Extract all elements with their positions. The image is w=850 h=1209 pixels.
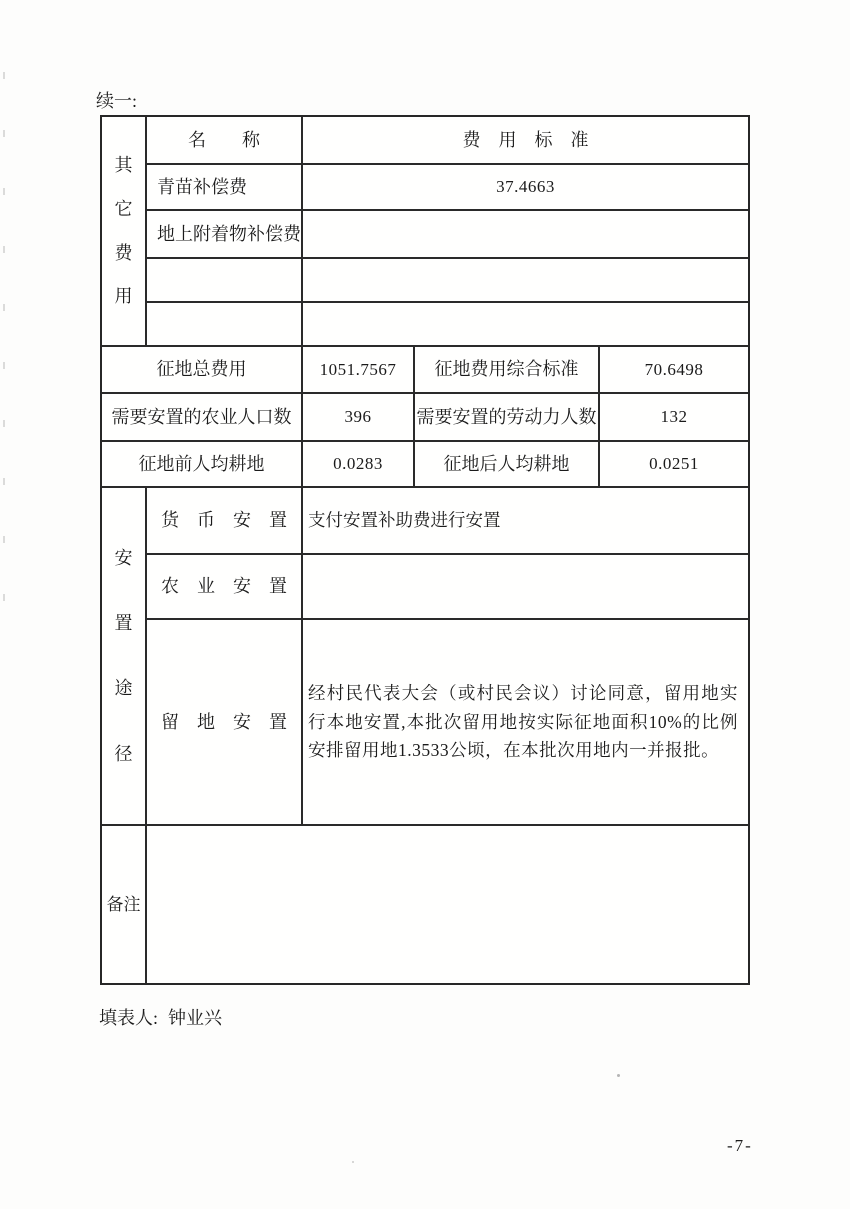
vlabel-char: 其 — [114, 155, 133, 176]
summary-label: 征地费用综合标准 — [415, 347, 600, 394]
remarks-section — [102, 826, 748, 983]
vlabel-char: 途 — [114, 678, 133, 699]
other-fees-vertical-label — [102, 117, 147, 347]
summary-section — [102, 347, 748, 488]
summary-value: 1051.7567 — [303, 347, 415, 394]
summary-label: 征地前人均耕地 — [102, 442, 303, 488]
fee-row-value — [303, 303, 748, 347]
summary-value: 132 — [600, 394, 748, 442]
summary-label: 征地后人均耕地 — [415, 442, 600, 488]
summary-value: 396 — [303, 394, 415, 442]
resettlement-type: 留 地 安 置 — [147, 620, 303, 826]
summary-value: 0.0251 — [600, 442, 748, 488]
resettlement-description: 经村民代表大会（或村民会议）讨论同意，留用地实行本地安置,本批次留用地按实际征地面积10%的比例安排留用地1.3533公顷，在本批次用地内一并报批。 — [303, 620, 748, 826]
summary-label: 征地总费用 — [102, 347, 303, 394]
vlabel-char: 用 — [114, 286, 133, 307]
continuation-label: 续一: — [96, 91, 138, 111]
resettlement-type: 货 币 安 置 — [147, 488, 303, 555]
vlabel-char: 置 — [114, 613, 133, 634]
vlabel-char: 径 — [114, 743, 133, 764]
resettlement-section — [102, 488, 748, 826]
scan-speck — [617, 1074, 620, 1077]
summary-label: 需要安置的劳动力人数 — [415, 394, 600, 442]
form-filler-line — [99, 1004, 222, 1030]
resettlement-vertical-label — [102, 488, 147, 826]
resettlement-description — [303, 555, 748, 620]
land-expropriation-form-table — [100, 115, 750, 985]
resettlement-description: 支付安置补助费进行安置 — [303, 488, 748, 555]
summary-value: 70.6498 — [600, 347, 748, 394]
vlabel-char: 费 — [114, 242, 133, 263]
summary-label: 需要安置的农业人口数 — [102, 394, 303, 442]
fee-row-name: 青苗补偿费 — [147, 165, 303, 211]
other-fees-section — [102, 117, 748, 347]
header-fee-standard: 费 用 标 准 — [303, 117, 748, 165]
fee-row-value — [303, 259, 748, 303]
fee-row-name — [147, 259, 303, 303]
vlabel-char: 它 — [114, 198, 133, 219]
vlabel-char: 安 — [114, 547, 133, 568]
fee-row-name: 地上附着物补偿费 — [147, 211, 303, 259]
remarks-label: 备注 — [102, 826, 147, 983]
fee-row-name — [147, 303, 303, 347]
header-name: 名 称 — [147, 117, 303, 165]
summary-value: 0.0283 — [303, 442, 415, 488]
scan-speck — [352, 1161, 354, 1163]
scan-artifact-strip — [3, 72, 5, 642]
form-filler-label: 填表人: — [99, 1008, 159, 1028]
resettlement-type: 农 业 安 置 — [147, 555, 303, 620]
remarks-content — [147, 826, 748, 983]
form-filler-name: 钟业兴 — [168, 1008, 223, 1028]
page-number: -7- — [727, 1136, 753, 1155]
fee-row-value: 37.4663 — [303, 165, 748, 211]
fee-row-value — [303, 211, 748, 259]
